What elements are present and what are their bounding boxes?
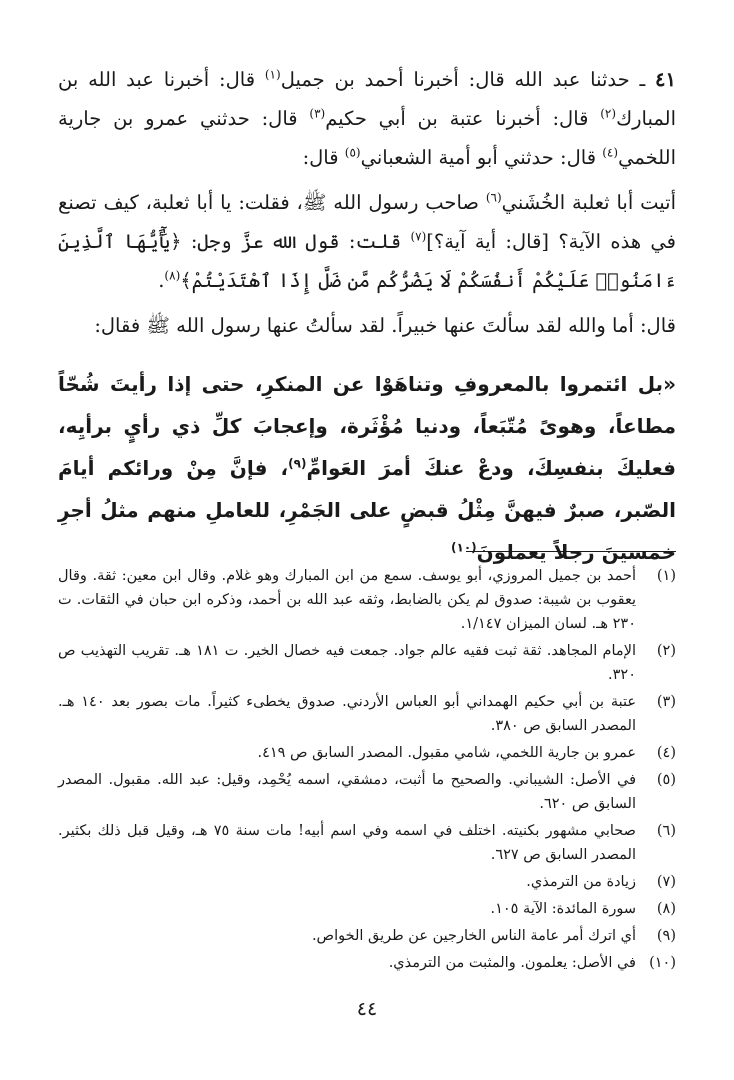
question-text-4: . [158,269,165,292]
answer-paragraph [58,306,676,345]
footnote-mark: (١٠) [649,955,676,971]
isnad-paragraph [58,60,676,177]
footnote-ref-6[interactable]: (٦) [485,190,502,205]
footnote-item [58,741,676,765]
footnote-item [58,639,676,687]
isnad-text-6: قال: [302,146,345,169]
hadith-number: ٤١ [655,68,676,91]
footnote-text: في الأصل: الشيباني. والصحيح ما أثبت، دمشقي، اسمه يُحْمِد، وقيل: عبد الله. مقبول. المصدر السابق ص ٦٢٠. [58,772,636,812]
footnote-item [58,897,676,921]
footnote-ref-4[interactable]: (٤) [602,145,619,160]
footnote-ref-1[interactable]: (١) [264,67,281,82]
footnote-ref-5[interactable]: (٥) [344,145,361,160]
footnote-mark: (٧) [656,874,676,890]
footnote-mark: (٨) [656,901,676,917]
footnote-ref-3[interactable]: (٣) [309,106,326,121]
footnote-text: عتبة بن أبي حكيم الهمداني أبو العباس الأردني. صدوق يخطىء كثيراً. مات بصور بعد ١٤٠ هـ. المصدر السابق ص ٣٨٠. [58,694,636,734]
hadith-text-2: ، فإنَّ مِنْ ورائكم أيامَ الصّبر، صبرٌ فيهنَّ مِثْلُ قبضٍ على الجَمْرِ، للعاملِ منهم مثلُ أجرِ خمسينَ رجلاً يعملونَ [58,456,676,564]
question-text-1: أتيت أبا ثعلبة الخُشَني [501,191,676,214]
footnote-ref-7[interactable]: (٧) [410,229,427,244]
footnote-mark: (٦) [656,823,676,839]
footnote-item [58,768,676,816]
footnote-text: عمرو بن جارية اللخمي، شامي مقبول. المصدر السابق ص ٤١٩. [257,745,636,761]
footnote-ref-10[interactable]: (١٠) [451,540,477,555]
isnad-text-2: قال: أخبرنا عبد الله بن المبارك [58,68,677,130]
footnote-text: سورة المائدة: الآية ١٠٥. [490,901,636,917]
footnote-text: أي اترك أمر عامة الناس الخارجين عن طريق الخواص. [311,928,636,944]
footnote-mark: (٤) [656,745,676,761]
footnote-ref-8[interactable]: (٨) [164,268,181,283]
footnote-text: في الأصل: يعلمون. والمثبت من الترمذي. [388,955,636,971]
quran-verse: قلت: قول الله عزَّ وجل: ﴿يَٰٓأَيُّهَا ٱلَّذِينَ ءَامَنُوا۟ عَلَيْكُمْ أَنفُسَكُمْ لَا يَضُرُّكُم مَّن ضَلَّ إِذَا ٱهْتَدَيْتُمْ﴾ [58,230,676,292]
answer-text: قال: أما والله لقد سألتَ عنها خبيراً. لقد سألتُ عنها رسول الله ﷺ فقال: [94,314,676,337]
hadith-text-1: «بل ائتمروا بالمعروفِ وتناهَوْا عن المنكرِ، حتى إذا رأيتَ شُحّاً مطاعاً، وهوىً مُتّبَعاً، ودنيا مُؤْثَرة، وإعجابَ كلِّ ذي رأيٍ برأيِه، فعليكَ بنفسِكَ، ودعْ عنكَ أمرَ العَوامِّ [58,372,677,480]
footnote-mark: (١) [656,568,676,584]
footnotes-section [58,564,676,978]
question-text-2: صاحب رسول الله ﷺ، فقلت: يا أبا ثعلبة، كيف تصنع في هذه الآية؟ [قال: أية آية؟] [58,191,676,253]
footnote-divider [466,551,676,552]
footnote-text: أحمد بن جميل المروزي، أبو يوسف. سمع من ابن المبارك وهو غلام. وقال ابن معين: ثقة. وقال يعقوب بن شيبة: صدوق لم يكن بالضابط، وثقه عبد الله بن أحمد، وذكره ابن حبان في الثقات. ت ٢٣٠ هـ. لسان الميزان ١/١٤٧. [58,568,636,632]
isnad-text-3: قال: أخبرنا عتبة بن أبي حكيم [325,107,601,130]
footnote-text: صحابي مشهور بكنيته. اختلف في اسمه وفي اسم أبيه! مات سنة ٧٥ هـ، وقيل قبل ذلك بكثير. المصدر السابق ص ٦٢٧. [58,823,636,863]
footnote-item [58,951,676,975]
footnote-mark: (٩) [656,928,676,944]
footnote-text: زيادة من الترمذي. [526,874,636,890]
footnote-item [58,690,676,738]
hadith-text-paragraph [58,363,676,573]
footnote-mark: (٣) [656,694,676,710]
isnad-text-1: ـ حدثنا عبد الله قال: أخبرنا أحمد بن جميل [280,68,656,91]
footnote-item [58,870,676,894]
footnote-ref-2[interactable]: (٢) [600,106,617,121]
footnote-item [58,924,676,948]
footnote-ref-9[interactable]: (٩) [288,456,307,471]
footnote-item [58,564,676,636]
footnote-mark: (٥) [656,772,676,788]
isnad-text-4: قال: حدثني عمرو بن جارية اللخمي [58,107,676,169]
footnote-text: الإمام المجاهد. ثقة ثبت فقيه عالم جواد. جمعت فيه خصال الخير. ت ١٨١ هـ. تقريب التهذيب ص ٣٢٠. [58,643,636,683]
question-paragraph [58,183,676,300]
page-number: ٤٤ [356,998,378,1020]
isnad-text-5: قال: حدثني أبو أمية الشعباني [360,146,603,169]
footnote-mark: (٢) [656,643,676,659]
page-content [58,60,676,1060]
footnote-item [58,819,676,867]
